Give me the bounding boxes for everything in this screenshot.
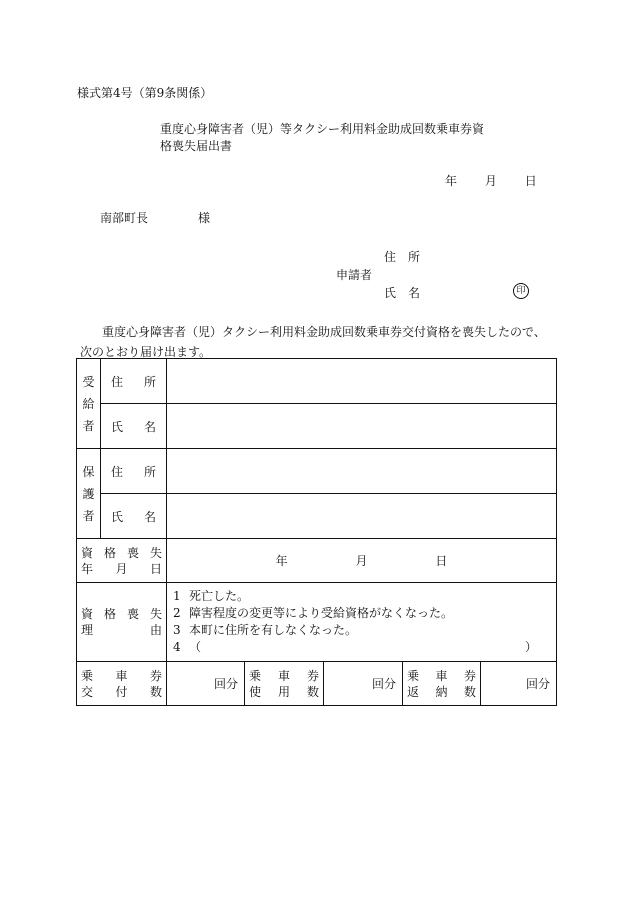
recipient-label: 受 給 者 bbox=[77, 359, 101, 449]
recipient-address-field[interactable] bbox=[167, 359, 557, 404]
title-line-2: 格喪失届出書 bbox=[160, 139, 233, 153]
loss-date-row bbox=[77, 539, 557, 583]
applicant-label: 申請者 bbox=[336, 268, 373, 282]
guardian-name-label: 氏 名 bbox=[101, 494, 167, 539]
tickets-issued-field[interactable]: 回分 bbox=[167, 662, 245, 706]
date-day: 日 bbox=[524, 174, 537, 188]
recipient-address-row bbox=[77, 359, 557, 404]
loss-reason-row bbox=[77, 583, 557, 662]
guardian-address-field[interactable] bbox=[167, 449, 557, 494]
tickets-used-field[interactable]: 回分 bbox=[324, 662, 403, 706]
addressee-name: 南部町長 bbox=[100, 211, 149, 225]
ticket-count-row bbox=[77, 662, 557, 706]
reason-option[interactable]: 2 障害程度の変更等により受給資格がなくなった。 bbox=[173, 606, 454, 620]
date-year: 年 bbox=[445, 174, 458, 188]
guardian-label: 保 護 者 bbox=[77, 449, 101, 539]
guardian-name-field[interactable] bbox=[167, 494, 557, 539]
tickets-returned-field[interactable]: 回分 bbox=[481, 662, 557, 706]
loss-reason-label: 資 格 喪 失 理 由 bbox=[77, 583, 167, 662]
reason-option[interactable]: 4 （ ） bbox=[173, 640, 538, 654]
loss-reason-options[interactable] bbox=[167, 583, 557, 662]
document-title bbox=[160, 121, 484, 155]
loss-date-label: 資 格 喪 失 年 月 日 bbox=[77, 539, 167, 583]
recipient-name-field[interactable] bbox=[167, 404, 557, 449]
reason-option[interactable]: 3 本町に住所を有しなくなった。 bbox=[173, 623, 358, 637]
recipient-name-row bbox=[77, 404, 557, 449]
recipient-address-label: 住 所 bbox=[101, 359, 167, 404]
guardian-address-label: 住 所 bbox=[101, 449, 167, 494]
addressee bbox=[100, 209, 210, 226]
date-month: 月 bbox=[484, 174, 497, 188]
reason-option[interactable]: 1 死亡した。 bbox=[173, 589, 250, 603]
tickets-used-label: 乗 車 券 使 用 数 bbox=[245, 662, 324, 706]
tickets-returned-label: 乗 車 券 返 納 数 bbox=[403, 662, 481, 706]
loss-date-field[interactable]: 年 月 日 bbox=[167, 539, 557, 583]
addressee-honorific: 様 bbox=[198, 211, 211, 225]
tickets-issued-label: 乗 車 券 交 付 数 bbox=[77, 662, 167, 706]
submission-date bbox=[445, 172, 561, 189]
applicant-name-label: 氏 名 bbox=[384, 286, 421, 300]
title-line-1: 重度心身障害者（児）等タクシー利用料金助成回数乗車券資 bbox=[160, 122, 485, 136]
form-number: 様式第4号（第9条関係） bbox=[77, 86, 213, 100]
intro-text: 重度心身障害者（児）タクシー利用料金助成回数乗車券交付資格を喪失したので、次のとおり届け出ます。 bbox=[80, 325, 546, 359]
applicant-address-label: 住 所 bbox=[384, 250, 421, 264]
recipient-name-label: 氏 名 bbox=[101, 404, 167, 449]
form-table bbox=[76, 358, 557, 706]
guardian-name-row bbox=[77, 494, 557, 539]
seal-icon: 印 bbox=[513, 283, 529, 299]
guardian-address-row bbox=[77, 449, 557, 494]
